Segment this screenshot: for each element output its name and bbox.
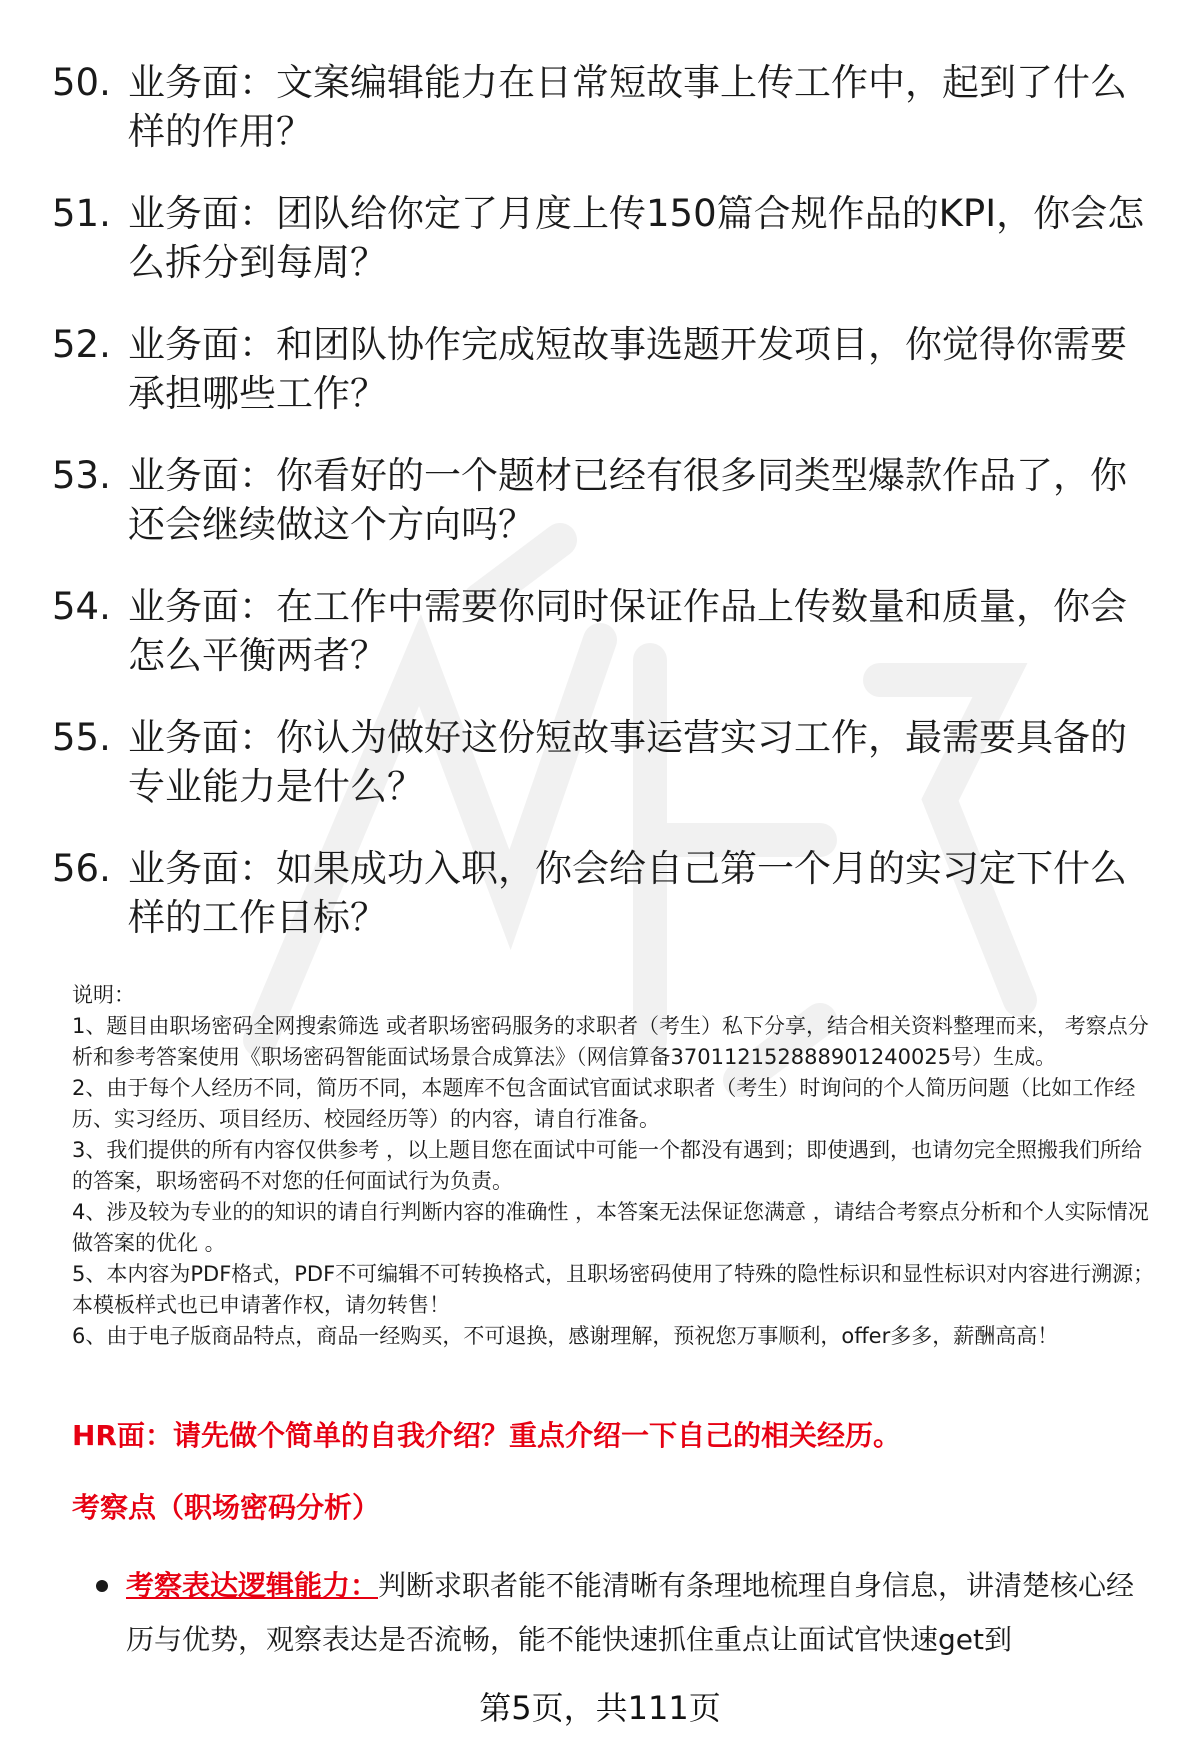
- question-text: 业务面：文案编辑能力在日常短故事上传工作中，起到了什么样的作用？: [128, 61, 1127, 153]
- page-footer: 第5页，共111页: [479, 1689, 721, 1727]
- bullet-dot-icon: [96, 1580, 108, 1592]
- bullet-description: 判断求职者能不能清晰有条理地梳理自身信息，讲清楚核心经历与优势，观察表达是否流畅，能不能快速抓住重点让面试官快速get到: [126, 1569, 1135, 1656]
- question-text: 业务面：如果成功入职，你会给自己第一个月的实习定下什么样的工作目标？: [128, 847, 1127, 939]
- question-number: 55.: [52, 716, 111, 759]
- question-text: 业务面：在工作中需要你同时保证作品上传数量和质量，你会怎么平衡两者？: [128, 585, 1127, 677]
- question-list: [52, 58, 1162, 975]
- question-number: 56.: [52, 847, 111, 890]
- note-item: 4、涉及较为专业的的知识的请自行判断内容的准确性 ，本答案无法保证您满意 ，请结合考察点分析和个人实际情况做答案的优化 。: [72, 1200, 1149, 1255]
- note-item: 2、由于每个人经历不同，简历不同，本题库不包含面试官面试求职者（考生）时询问的个人简历问题（比如工作经历、实习经历、项目经历、校园经历等）的内容，请自行准备。: [72, 1076, 1136, 1131]
- question-item: [52, 713, 1162, 811]
- question-number: 53.: [52, 454, 111, 497]
- question-text: 业务面：和团队协作完成短故事选题开发项目，你觉得你需要承担哪些工作？: [128, 323, 1127, 415]
- question-number: 54.: [52, 585, 111, 628]
- note-item: 6、由于电子版商品特点，商品一经购买，不可退换，感谢理解，预祝您万事顺利，offer多多，薪酬高高！: [72, 1324, 1059, 1348]
- exam-point-bullet: [96, 1559, 1146, 1667]
- notes-heading: 说明：: [72, 983, 135, 1007]
- question-text: 业务面：你看好的一个题材已经有很多同类型爆款作品了，你还会继续做这个方向吗？: [128, 454, 1127, 546]
- question-item: [52, 582, 1162, 680]
- question-item: [52, 58, 1162, 156]
- question-item: [52, 844, 1162, 942]
- notes-section: [72, 980, 1162, 1352]
- note-item: 1、题目由职场密码全网搜索筛选 或者职场密码服务的求职者（考生）私下分享，结合相关资料整理而来， 考察点分析和参考答案使用《职场密码智能面试场景合成算法》（网信算备370112152888901240025号）生成。: [72, 1014, 1149, 1069]
- question-number: 51.: [52, 192, 111, 235]
- note-item: 3、我们提供的所有内容仅供参考 ，以上题目您在面试中可能一个都没有遇到；即使遇到，也请勿完全照搬我们所给的答案，职场密码不对您的任何面试行为负责。: [72, 1138, 1143, 1193]
- exam-point-heading: 考察点（职场密码分析）: [72, 1491, 381, 1524]
- question-item: [52, 189, 1162, 287]
- hr-question-heading: HR面：请先做个简单的自我介绍？重点介绍一下自己的相关经历。: [72, 1419, 901, 1452]
- note-item: 5、本内容为PDF格式，PDF不可编辑不可转换格式，且职场密码使用了特殊的隐性标识和显性标识对内容进行溯源；本模板样式也已申请著作权，请勿转售！: [72, 1262, 1155, 1317]
- question-text: 业务面：团队给你定了月度上传150篇合规作品的KPI，你会怎么拆分到每周？: [128, 192, 1145, 284]
- question-text: 业务面：你认为做好这份短故事运营实习工作，最需要具备的专业能力是什么？: [128, 716, 1127, 808]
- question-item: [52, 451, 1162, 549]
- bullet-key-label: 考察表达逻辑能力：: [126, 1569, 379, 1602]
- question-item: [52, 320, 1162, 418]
- bullet-content: [126, 1559, 1146, 1667]
- question-number: 50.: [52, 61, 111, 104]
- question-number: 52.: [52, 323, 111, 366]
